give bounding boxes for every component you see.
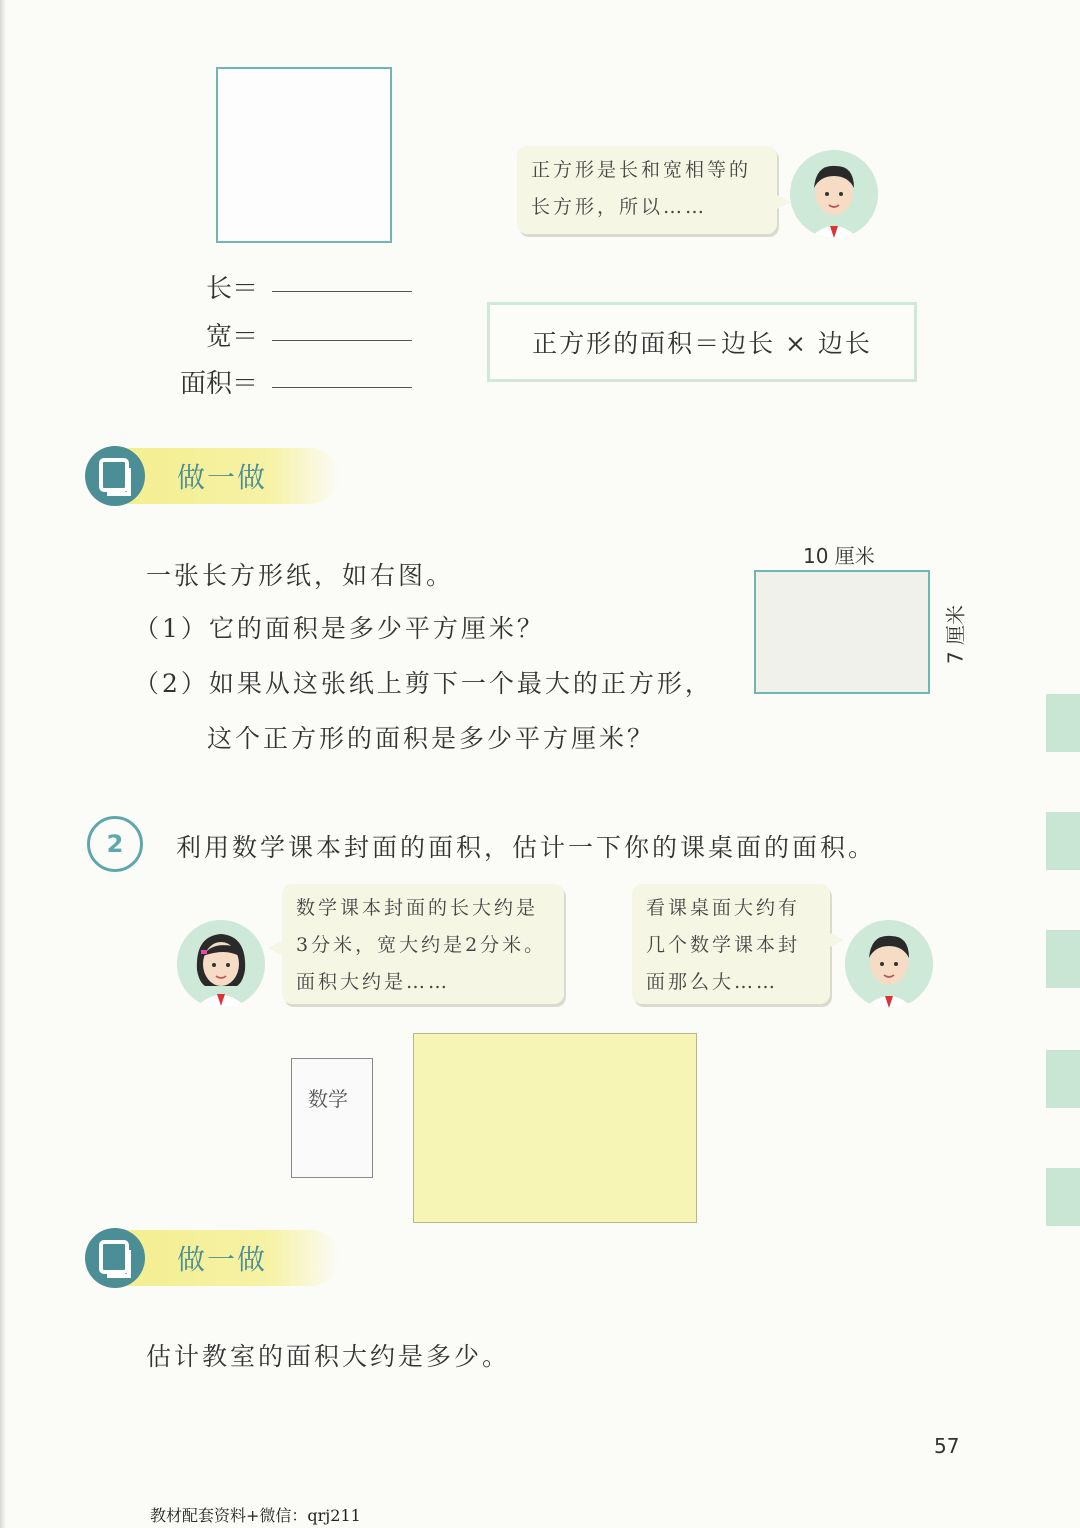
bubble-line: 面积大约是…… bbox=[296, 971, 451, 993]
rectangle-figure bbox=[754, 570, 930, 694]
girl-avatar bbox=[177, 920, 265, 1008]
side-tab bbox=[1046, 812, 1080, 870]
problem2-text: 利用数学课本封面的面积，估计一下你的课桌面的面积。 bbox=[176, 833, 877, 862]
math-book-figure bbox=[291, 1058, 373, 1178]
book-title: 数学 bbox=[308, 1087, 348, 1111]
width-label: 宽＝ bbox=[205, 322, 258, 352]
bubble-line: 几个数学课本封 bbox=[646, 934, 801, 956]
boy-avatar bbox=[790, 150, 878, 238]
side-tab bbox=[1046, 930, 1080, 988]
activity-tag bbox=[85, 446, 345, 506]
bubble-line: 3分米，宽大约是2分米。 bbox=[296, 934, 547, 956]
boy-face-icon bbox=[790, 150, 878, 238]
length-label: 长＝ bbox=[205, 274, 258, 304]
side-tab bbox=[1046, 1050, 1080, 1108]
side-tab bbox=[1046, 1168, 1080, 1226]
activity-tag-2 bbox=[85, 1228, 345, 1288]
activity2-text: 估计教室的面积大约是多少。 bbox=[146, 1342, 511, 1371]
activity-tag-label: 做一做 bbox=[177, 461, 268, 494]
square-figure bbox=[216, 67, 392, 243]
width-blank bbox=[272, 340, 412, 341]
activity1-line-4: 这个正方形的面积是多少平方厘米？ bbox=[207, 724, 656, 753]
activity1-line-2: （1）它的面积是多少平方厘米？ bbox=[134, 614, 545, 643]
activity1-line-3: （2）如果从这张纸上剪下一个最大的正方形， bbox=[134, 669, 713, 698]
girl-face-icon bbox=[177, 920, 265, 1008]
bubble-line: 面那么大…… bbox=[646, 971, 779, 993]
activity-icon bbox=[85, 446, 145, 506]
boy-speech-bubble-2 bbox=[632, 884, 830, 1004]
boy-face-icon bbox=[845, 920, 933, 1008]
area-label: 面积＝ bbox=[179, 369, 258, 399]
bubble-line: 长方形，所以…… bbox=[531, 196, 708, 218]
side-tab bbox=[1046, 694, 1080, 752]
activity-icon bbox=[85, 1228, 145, 1288]
bubble-line: 看课桌面大约有 bbox=[646, 897, 801, 919]
book-spine-shadow bbox=[0, 0, 6, 1528]
boy-speech-bubble bbox=[517, 146, 777, 234]
boy-avatar-2 bbox=[845, 920, 933, 1008]
area-blank bbox=[272, 387, 412, 388]
activity1-line-1: 一张长方形纸，如右图。 bbox=[146, 561, 455, 590]
square-area-formula: 正方形的面积＝边长 × 边长 bbox=[487, 302, 917, 382]
footer-watermark-text: 教材配套资料+微信：qrj211 bbox=[150, 1506, 361, 1525]
page-number: 57 bbox=[934, 1434, 960, 1458]
problem-number-badge: 2 bbox=[87, 816, 143, 872]
rect-side-dimension: 7 厘米 bbox=[943, 604, 968, 665]
length-blank bbox=[272, 291, 412, 292]
desk-surface-figure bbox=[413, 1033, 697, 1223]
bubble-line: 正方形是长和宽相等的 bbox=[531, 159, 752, 181]
activity-tag-label: 做一做 bbox=[177, 1243, 268, 1276]
girl-speech-bubble bbox=[282, 884, 564, 1004]
bubble-line: 数学课本封面的长大约是 bbox=[296, 897, 539, 919]
rect-top-dimension: 10 厘米 bbox=[803, 544, 875, 568]
